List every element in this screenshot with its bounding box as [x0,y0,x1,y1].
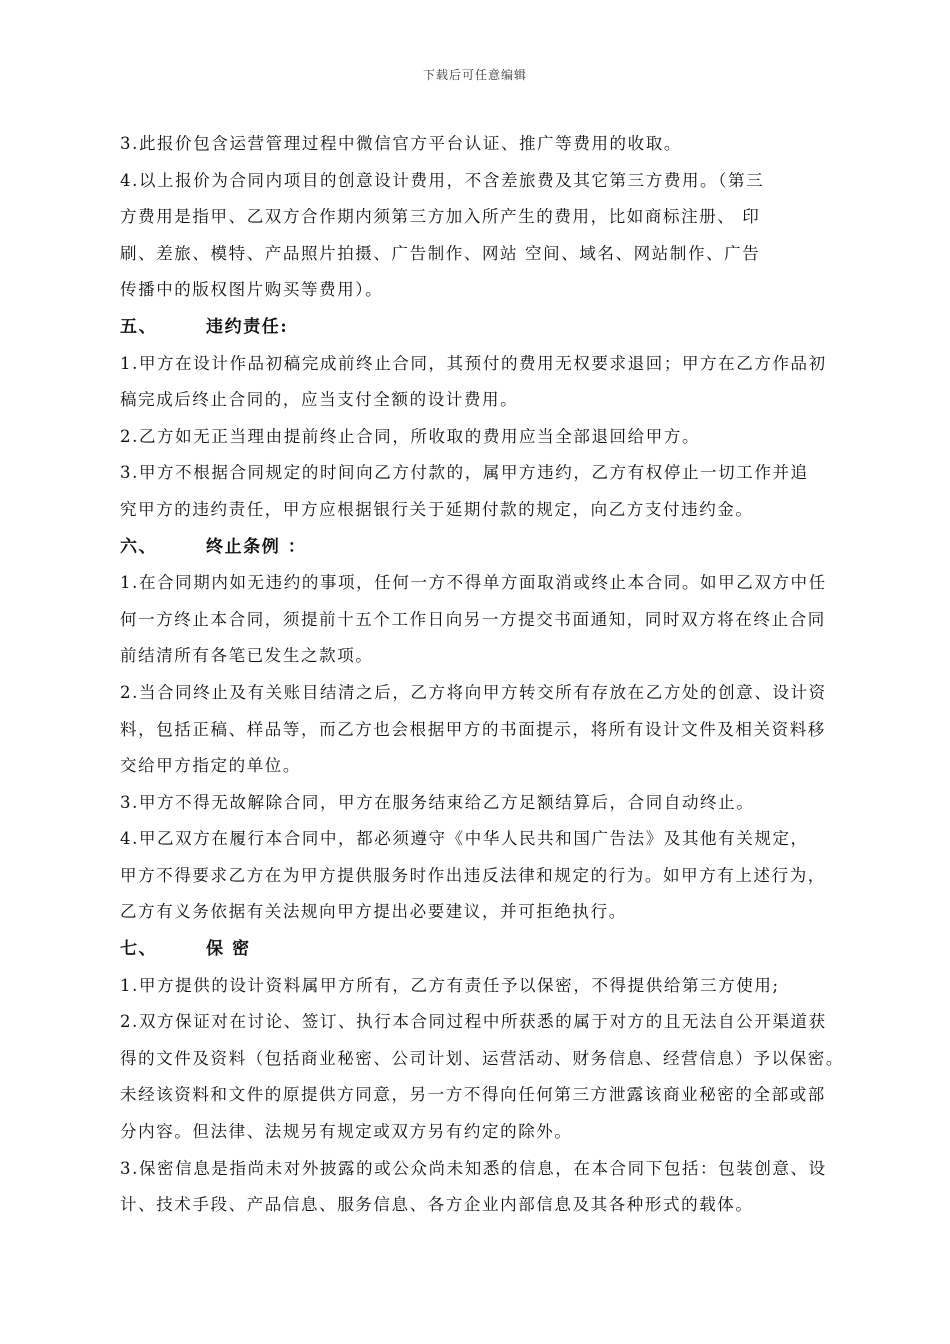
paragraph-line: 甲方不得要求乙方在为甲方提供服务时作出违反法律和规定的行为。如甲方有上述行为， [120,865,826,885]
paragraph-line: 方费用是指甲、乙双方合作期内须第三方加入所产生的费用，比如商标注册、 印 [120,207,761,227]
section-heading-6 [120,529,880,566]
paragraph-line: 1.甲方在设计作品初稿完成前终止合同，其预付的费用无权要求退回；甲方在乙方作品初 [120,353,827,373]
paragraph-line: 料，包括正稿、样品等，而乙方也会根据甲方的书面提示，将所有设计文件及相关资料移 [120,719,826,739]
section-heading-7 [120,931,880,968]
document-body [120,126,880,1224]
paragraph-line: 4.以上报价为合同内项目的创意设计费用，不含差旅费及其它第三方费用。（第三 [120,170,765,190]
paragraph-line: 3.甲方不根据合同规定的时间向乙方付款的，属甲方违约，乙方有权停止一切工作并追 [120,463,809,483]
paragraph-line: 1.在合同期内如无违约的事项，任何一方不得单方面取消或终止本合同。如甲乙双方中任 [120,573,827,593]
paragraph-line: 稿完成后终止合同的，应当支付全额的设计费用。 [120,390,519,410]
section-title: 违约责任: [206,316,289,337]
paragraph-line: 2.乙方如无正当理由提前终止合同，所收取的费用应当全部退回给甲方。 [120,426,701,446]
section-heading-5 [120,309,880,346]
paragraph-line: 前结清所有各笔已发生之款项。 [120,646,374,666]
paragraph-line: 得的文件及资料（包括商业秘密、公司计划、运营活动、财务信息、经营信息）予以保密。 [120,1048,844,1068]
section-number: 五、 [120,316,158,337]
paragraph-line: 分内容。但法律、法规另有规定或双方另有约定的除外。 [120,1122,573,1142]
paragraph-line: 乙方有义务依据有关法规向甲方提出必要建议，并可拒绝执行。 [120,902,627,922]
header-note: 下载后可任意编辑 [422,68,527,82]
section-number: 六、 [120,536,158,557]
paragraph-line: 3.保密信息是指尚未对外披露的或公众尚未知悉的信息，在本合同下包括：包装创意、设 [120,1158,827,1178]
paragraph-line: 未经该资料和文件的原提供方同意，另一方不得向任何第三方泄露该商业秘密的全部或部 [120,1085,826,1105]
paragraph-line: 4.甲乙双方在履行本合同中，都必须遵守《中华人民共和国广告法》及其他有关规定， [120,829,809,849]
section-number: 七、 [120,939,158,960]
paragraph-line: 2.双方保证对在讨论、签订、执行本合同过程中所获悉的属于对方的且无法自公开渠道获 [120,1012,827,1032]
paragraph-line: 2.当合同终止及有关账目结清之后，乙方将向甲方转交所有存放在乙方处的创意、设计资 [120,682,827,702]
paragraph-line: 传播中的版权图片购买等费用）。 [120,280,384,300]
paragraph-line: 刷、差旅、模特、产品照片拍摄、广告制作、网站 空间、域名、网站制作、广告 [120,243,761,263]
paragraph-line: 何一方终止本合同，须提前十五个工作日向另一方提交书面通知，同时双方将在终止合同 [120,609,826,629]
paragraph-line: 3.甲方不得无故解除合同，甲方在服务结束给乙方足额结算后，合同自动终止。 [120,792,755,812]
section-title: 保 密 [206,939,251,960]
paragraph-line: 究甲方的违约责任，甲方应根据银行关于延期付款的规定，向乙方支付违约金。 [120,499,754,519]
paragraph-line: 1.甲方提供的设计资料属甲方所有，乙方有责任予以保密，不得提供给第三方使用; [120,975,780,995]
paragraph-line: 计、技术手段、产品信息、服务信息、各方企业内部信息及其各种形式的载体。 [120,1195,754,1215]
paragraph-line: 交给甲方指定的单位。 [120,756,301,776]
paragraph-line: 3.此报价包含运营管理过程中微信官方平台认证、推广等费用的收取。 [120,134,682,153]
section-title: 终止条例 ： [206,536,307,557]
